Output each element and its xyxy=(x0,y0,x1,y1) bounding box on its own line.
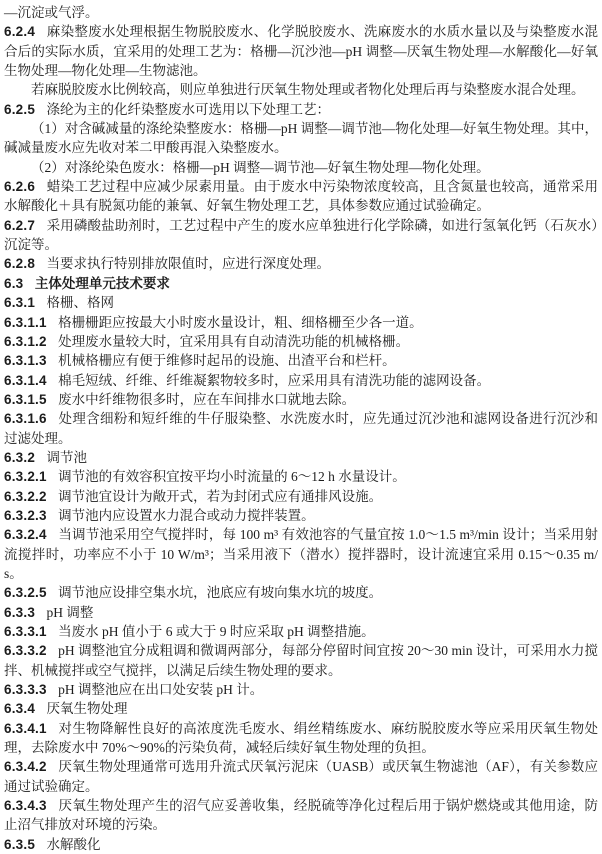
clause-paragraph xyxy=(4,506,598,525)
clause-number: 6.3.1.3 xyxy=(4,353,47,369)
clause-paragraph xyxy=(4,332,598,351)
clause-number: 6.3.2.1 xyxy=(4,469,47,485)
clause-number: 6.3.1.5 xyxy=(4,391,47,407)
clause-paragraph xyxy=(4,641,598,680)
clause-number: 6.3.2.4 xyxy=(4,527,47,543)
clause-text: 调节池宜设计为敞开式，若为封闭式应有通排风设施。 xyxy=(58,488,383,504)
clause-text: pH 调整 xyxy=(46,604,94,620)
clause-text: 调节池应设排空集水坑，池底应有坡向集水坑的坡度。 xyxy=(58,585,383,601)
clause-text: （1）对含碱减量的涤纶染整废水：格栅—pH 调整—调节池—物化处理—好氧生物处理。其中，碱减量废水应先收对苯二甲酸再混入染整废水。 xyxy=(4,121,598,156)
clause-number: 6.3.3.2 xyxy=(4,643,47,659)
clause-text: 格栅栅距应按最大小时废水量设计，粗、细格栅至少各一道。 xyxy=(58,314,423,330)
clause-number: 6.3.3 xyxy=(4,604,36,620)
document-body xyxy=(4,3,598,854)
clause-paragraph xyxy=(4,525,598,583)
clause-paragraph xyxy=(4,254,598,273)
clause-text: 棉毛短绒、纤维、纤维凝絮物较多时，应采用具有清洗功能的滤网设备。 xyxy=(58,372,491,388)
clause-paragraph xyxy=(4,390,598,409)
clause-paragraph xyxy=(4,622,598,641)
clause-number: 6.2.4 xyxy=(4,24,36,40)
clause-paragraph xyxy=(4,351,598,370)
clause-text: pH 调整池宜分成粗调和微调两部分，每部分停留时间宜按 20～30 min 设计，可采用水力搅拌、机械搅拌或空气搅拌，以满足后续生物处理的要求。 xyxy=(4,643,598,678)
clause-paragraph xyxy=(4,603,598,622)
clause-number: 6.3.3.1 xyxy=(4,624,47,639)
clause-paragraph xyxy=(4,119,598,158)
clause-text: 麻染整废水处理根据生物脱胶废水、化学脱胶废水、洗麻废水的水质水量以及与染整废水混合后的实际水质，宜采用的处理工艺为：格栅—沉沙池—pH 调整—厌氧生物处理—水解酸化—好氧生物处理—物化处理—生物滤池。 xyxy=(4,24,598,79)
clause-number: 6.3 xyxy=(4,275,24,291)
clause-paragraph xyxy=(4,583,598,602)
clause-text: 蜡染工艺过程中应减少尿素用量。由于废水中污染物浓度较高，且含氮量也较高，通常采用水解酸化＋具有脱氮功能的兼氧、好氧生物处理工艺，具体参数应通过试验确定。 xyxy=(4,179,598,214)
clause-paragraph xyxy=(4,757,598,796)
clause-number: 6.3.2.2 xyxy=(4,488,47,504)
clause-paragraph xyxy=(4,216,598,255)
clause-text: 厌氧生物处理产生的沼气应妥善收集，经脱硫等净化过程后用于锅炉燃烧或其他用途，防止沼气排放对环境的污染。 xyxy=(4,798,598,833)
clause-number: 6.3.2 xyxy=(4,449,36,465)
clause-text: 采用磷酸盐助剂时，工艺过程中产生的废水应单独进行化学除磷，如进行氢氧化钙（石灰水）沉淀等。 xyxy=(4,217,598,253)
clause-number: 6.3.1 xyxy=(4,295,36,311)
clause-paragraph xyxy=(4,371,598,390)
clause-paragraph xyxy=(4,835,598,854)
clause-paragraph xyxy=(4,177,598,216)
clause-paragraph xyxy=(4,680,598,699)
clause-number: 6.3.2.3 xyxy=(4,507,47,523)
clause-paragraph xyxy=(4,409,598,448)
clause-text: 若麻脱胶废水比例较高，则应单独进行厌氧生物处理或者物化处理后再与染整废水混合处理。 xyxy=(31,82,585,98)
clause-text: （2）对涤纶染色废水：格栅—pH 调整—调节池—好氧生物处理—物化处理。 xyxy=(31,159,490,175)
clause-number: 6.3.1.1 xyxy=(4,314,47,330)
clause-number: 6.3.2.5 xyxy=(4,585,47,601)
clause-text: 调节池内应设置水力混合或动力搅拌装置。 xyxy=(58,507,315,523)
clause-number: 6.3.5 xyxy=(4,836,36,852)
clause-text: 对生物降解性良好的高浓度洗毛废水、绢丝精练废水、麻纺脱胶废水等应采用厌氧生物处理，去除废水中 70%～90%的污染负荷，减轻后续好氧生物处理的负担。 xyxy=(4,720,598,756)
clause-number: 6.2.8 xyxy=(4,256,36,272)
clause-paragraph xyxy=(4,158,598,177)
clause-text: pH 调整池应在出口处安装 pH 计。 xyxy=(58,682,264,698)
clause-number: 6.3.1.4 xyxy=(4,372,47,388)
clause-paragraph xyxy=(4,100,598,119)
clause-text: —沉淀或气浮。 xyxy=(4,5,99,20)
clause-paragraph xyxy=(4,80,598,99)
clause-paragraph xyxy=(4,699,598,718)
clause-text: 当要求执行特别排放限值时，应进行深度处理。 xyxy=(46,256,330,272)
clause-paragraph xyxy=(4,3,598,22)
clause-text: 当废水 pH 值小于 6 或大于 9 时应采取 pH 调整措施。 xyxy=(58,624,375,639)
clause-paragraph xyxy=(4,467,598,486)
clause-number: 6.2.5 xyxy=(4,101,36,117)
clause-number: 6.3.4 xyxy=(4,701,36,717)
clause-number: 6.3.4.1 xyxy=(4,720,47,736)
clause-text: 处理废水量较大时，宜采用具有自动清洗功能的机械格栅。 xyxy=(58,333,410,349)
clause-text: 处理含细粉和短纤维的牛仔服染整、水洗废水时，应先通过沉沙池和滤网设备进行沉沙和过滤处理。 xyxy=(4,411,598,446)
clause-text: 水解酸化 xyxy=(46,836,101,852)
clause-text: 当调节池采用空气搅拌时，每 100 m³ 有效池容的气量宜按 1.0～1.5 m³/min 设计；当采用射流搅拌时，功率应不小于 10 W/m³；当采用液下（潜水）搅拌器时，设计流速宜采用 0.15～0.35 m/s。 xyxy=(4,527,598,581)
clause-text: 调节池 xyxy=(46,449,87,465)
clause-number: 6.3.1.6 xyxy=(4,411,47,427)
clause-text: 涤纶为主的化纤染整废水可选用以下处理工艺： xyxy=(46,101,330,117)
clause-paragraph xyxy=(4,487,598,506)
clause-paragraph xyxy=(4,448,598,467)
clause-number: 6.2.7 xyxy=(4,217,36,233)
clause-text: 厌氧生物处理 xyxy=(46,701,128,717)
clause-text: 主体处理单元技术要求 xyxy=(34,275,170,291)
clause-paragraph xyxy=(4,293,598,312)
clause-text: 格栅、格网 xyxy=(46,295,114,311)
clause-text: 机械格栅应有便于维修时起吊的设施、出渣平台和栏杆。 xyxy=(58,353,396,369)
clause-number: 6.3.4.2 xyxy=(4,759,47,775)
clause-number: 6.3.4.3 xyxy=(4,798,47,814)
clause-text: 废水中纤维物很多时，应在车间排水口就地去除。 xyxy=(58,391,356,407)
clause-paragraph xyxy=(4,719,598,758)
clause-number: 6.3.3.3 xyxy=(4,682,47,698)
clause-paragraph xyxy=(4,796,598,835)
clause-paragraph xyxy=(4,313,598,332)
clause-number: 6.2.6 xyxy=(4,179,36,195)
clause-number: 6.3.1.2 xyxy=(4,333,47,349)
clause-text: 调节池的有效容积宜按平均小时流量的 6～12 h 水量设计。 xyxy=(58,469,406,485)
clause-paragraph xyxy=(4,274,598,293)
clause-paragraph xyxy=(4,22,598,80)
clause-text: 厌氧生物处理通常可选用升流式厌氧污泥床（UASB）或厌氧生物滤池（AF），有关参数应通过试验确定。 xyxy=(4,759,598,794)
